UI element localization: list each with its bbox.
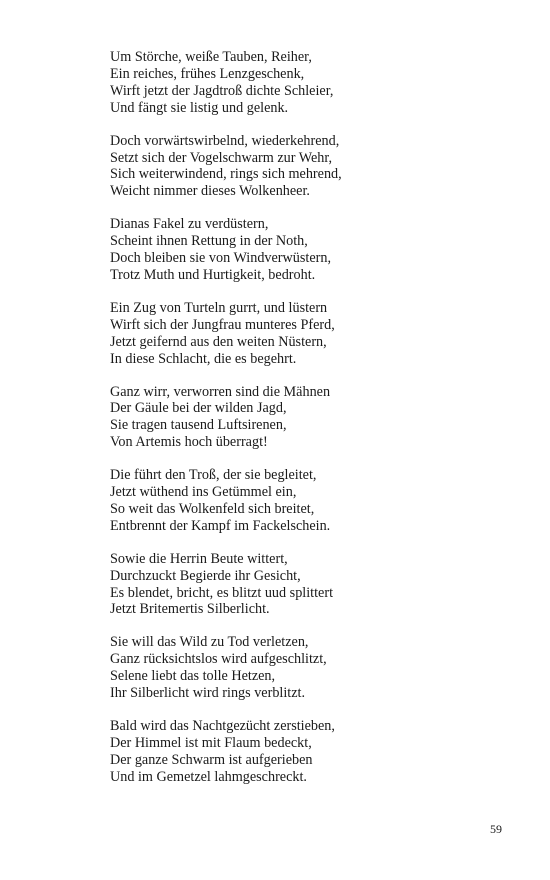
poem-line: Ganz rücksichtslos wird aufgeschlitzt,: [110, 651, 327, 668]
poem-line: Jetzt geifernd aus den weiten Nüstern,: [110, 333, 327, 350]
stanza-1: [110, 49, 510, 117]
poem-line: Ein Zug von Turteln gurrt, und lüstern: [110, 299, 328, 316]
poem-line: Der Gäule bei der wilden Jagd,: [110, 400, 287, 417]
poem-line: In diese Schlacht, die es begehrt.: [110, 350, 297, 367]
stanza-5: [110, 384, 510, 452]
stanza-9: [110, 718, 510, 786]
poem-line: Bald wird das Nachtgezücht zerstieben,: [110, 718, 335, 734]
poem-line: Wirft jetzt der Jagdtroß dichte Schleier,: [110, 82, 334, 99]
poem-line: Durchzuckt Begierde ihr Gesicht,: [110, 567, 301, 584]
poem-line: Setzt sich der Vogelschwarm zur Wehr,: [110, 149, 333, 166]
poem-line: So weit das Wolkenfeld sich breitet,: [110, 500, 315, 517]
poem-line: Doch vorwärtswirbelnd, wiederkehrend,: [110, 132, 340, 149]
poem-line: Doch bleiben sie von Windverwüstern,: [110, 250, 331, 267]
poem-line: Um Störche, weiße Tauben, Reiher,: [110, 49, 312, 65]
poem-line: Sich weiterwindend, rings sich mehrend,: [110, 166, 342, 183]
stanza-7: [110, 551, 510, 619]
poem-line: Ihr Silberlicht wird rings verblitzt.: [110, 685, 306, 702]
poem-line: Dianas Fakel zu verdüstern,: [110, 216, 269, 233]
poem-line: Selene liebt das tolle Hetzen,: [110, 668, 276, 685]
poem-line: Von Artemis hoch überragt!: [110, 434, 268, 451]
poem-line: Sie tragen tausend Luftsirenen,: [110, 417, 287, 434]
poem-line: Jetzt wüthend ins Getümmel ein,: [110, 484, 297, 501]
poem-line: Jetzt Britemertis Silberlicht.: [110, 601, 270, 618]
poem-line: Es blendet, bricht, es blitzt uud splittert: [110, 584, 334, 601]
poem-line: Ganz wirr, verworren sind die Mähnen: [110, 383, 331, 400]
poem-line: Trotz Muth und Hurtigkeit, bedroht.: [110, 266, 316, 283]
poem-line: Der ganze Schwarm ist aufgerieben: [110, 751, 313, 768]
poem-line: Wirft sich der Jungfrau munteres Pferd,: [110, 316, 335, 333]
stanza-6: [110, 467, 510, 535]
poem-line: Und fängt sie listig und gelenk.: [110, 99, 289, 116]
stanza-2: [110, 133, 510, 201]
stanza-8: [110, 634, 510, 702]
poem-line: Weicht nimmer dieses Wolkenheer.: [110, 183, 310, 200]
poem-line: Der Himmel ist mit Flaum bedeckt,: [110, 734, 312, 751]
page-number: 59: [490, 822, 502, 836]
poem-line: Und im Gemetzel lahmgeschreckt.: [110, 768, 307, 785]
poem-line: Sie will das Wild zu Tod verletzen,: [110, 634, 309, 651]
poem-line: Ein reiches, frühes Lenzgeschenk,: [110, 65, 305, 82]
poem-line: Entbrennt der Kampf im Fackelschein.: [110, 517, 331, 534]
poem-line: Die führt den Troß, der sie begleitet,: [110, 467, 317, 484]
poem: [110, 49, 510, 802]
stanza-3: [110, 216, 510, 284]
poem-line: Scheint ihnen Rettung in der Noth,: [110, 233, 308, 250]
poem-line: Sowie die Herrin Beute wittert,: [110, 550, 288, 567]
stanza-4: [110, 300, 510, 368]
